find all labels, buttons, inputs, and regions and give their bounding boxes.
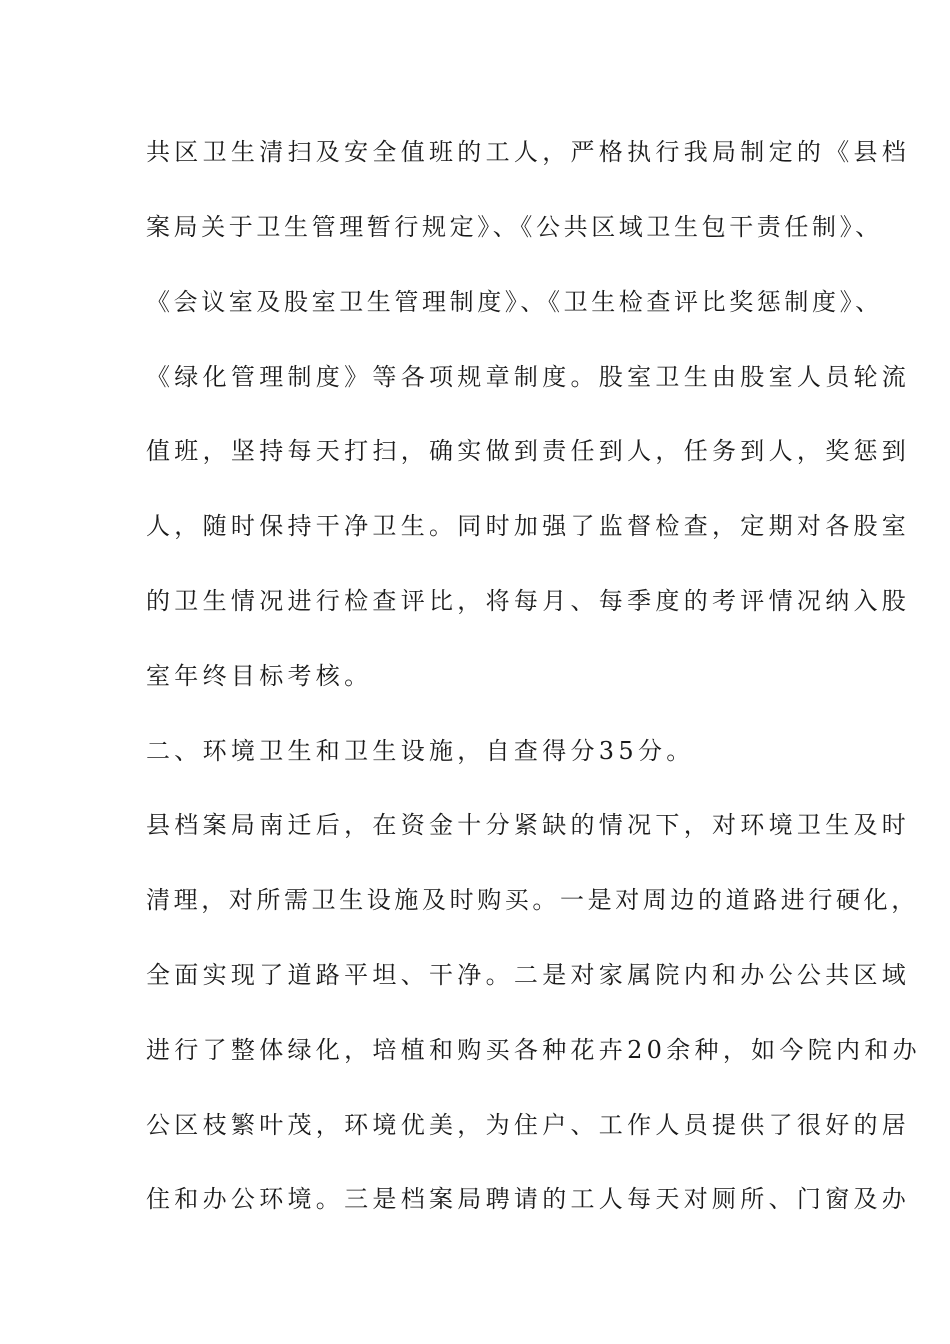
paragraph-line-11: 全面实现了道路平坦、干净。二是对家属院内和办公公共区域 [146, 961, 911, 989]
paragraph-line-7: 的卫生情况进行检查评比，将每月、每季度的考评情况纳入股 [146, 587, 911, 615]
paragraph-line-3: 《会议室及股室卫生管理制度》、《卫生检查评比奖惩制度》、 [146, 288, 883, 316]
paragraph-line-6: 人，随时保持干净卫生。同时加强了监督检查，定期对各股室 [146, 512, 911, 540]
paragraph-line-12: 进行了整体绿化，培植和购买各种花卉20余种，如今院内和办 [146, 1036, 921, 1064]
paragraph-line-10: 清理，对所需卫生设施及时购买。一是对周边的道路进行硬化， [146, 886, 919, 914]
paragraph-line-5: 值班，坚持每天打扫，确实做到责任到人，任务到人，奖惩到 [146, 437, 911, 465]
paragraph-line-1: 共区卫生清扫及安全值班的工人，严格执行我局制定的《县档 [146, 138, 911, 166]
paragraph-line-14: 住和办公环境。三是档案局聘请的工人每天对厕所、门窗及办 [146, 1185, 911, 1213]
paragraph-line-4: 《绿化管理制度》等各项规章制度。股室卫生由股室人员轮流 [146, 363, 911, 391]
section-heading-2: 二、环境卫生和卫生设施，自查得分35分。 [146, 737, 695, 765]
paragraph-line-9: 县档案局南迁后，在资金十分紧缺的情况下，对环境卫生及时 [146, 811, 911, 839]
paragraph-line-8: 室年终目标考核。 [146, 662, 373, 690]
paragraph-line-13: 公区枝繁叶茂，环境优美，为住户、工作人员提供了很好的居 [146, 1111, 911, 1139]
paragraph-line-2: 案局关于卫生管理暂行规定》、《公共区域卫生包干责任制》、 [146, 213, 883, 241]
